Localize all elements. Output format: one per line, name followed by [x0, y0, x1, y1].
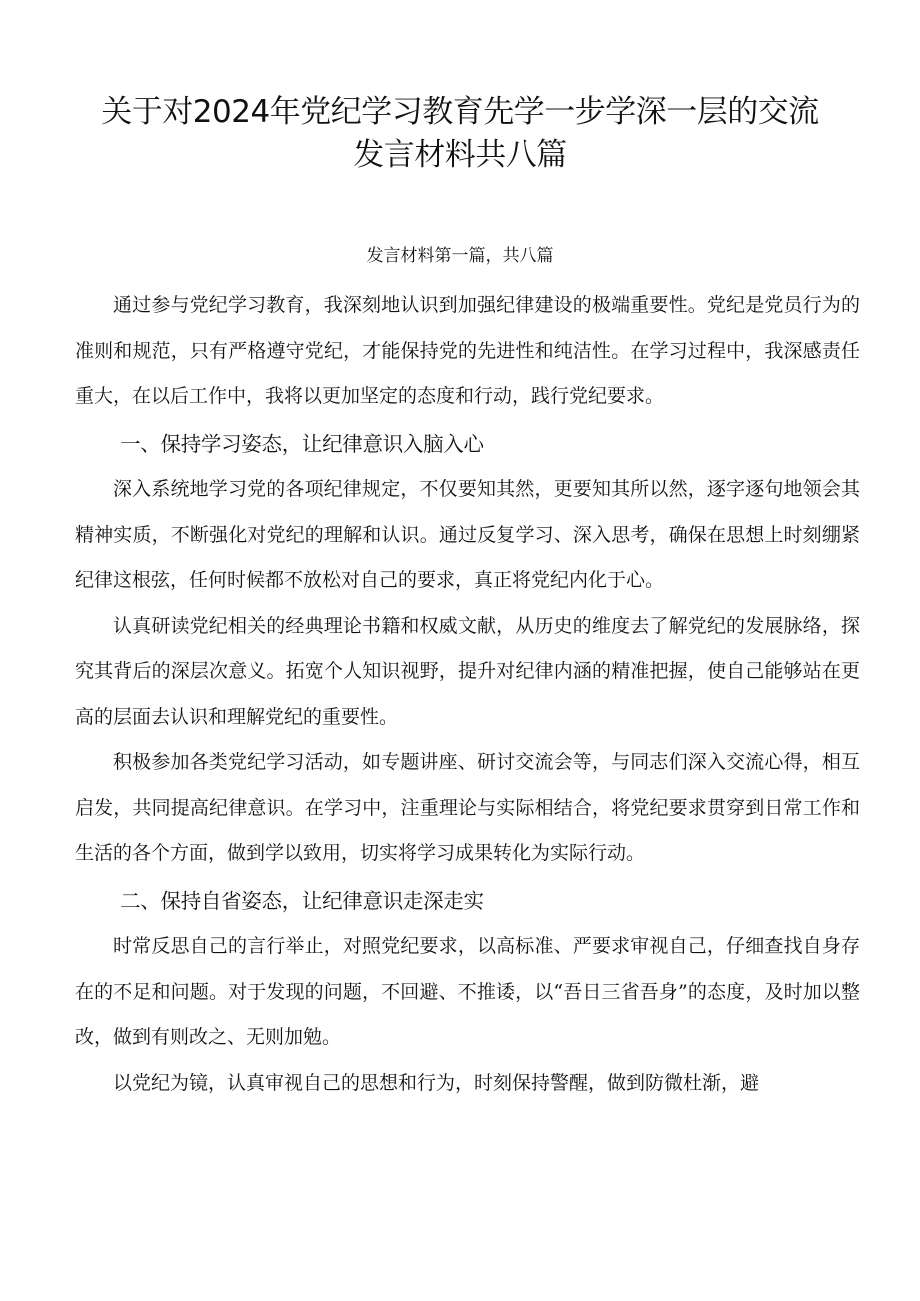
chapter-subheading: 发言材料第一篇，共八篇: [366, 246, 554, 266]
body-paragraph: 时常反思自己的言行举止，对照党纪要求，以高标准、严要求审视自己，仔细查找自身存在的不足和问题。对于发现的问题，不回避、不推诿，以“吾日三省吾身”的态度，及时加以整改，做到有则改之、无则加勉。: [75, 935, 860, 1048]
intro-paragraph: 通过参与党纪学习教育，我深刻地认识到加强纪律建设的极端重要性。党纪是党员行为的准则和规范，只有严格遵守党纪，才能保持党的先进性和纯洁性。在学习过程中，我深感责任重大，在以后工作中，我将以更加坚定的态度和行动，践行党纪要求。: [75, 294, 860, 407]
body-paragraph: 深入系统地学习党的各项纪律规定，不仅要知其然，更要知其所以然，逐字逐句地领会其精神实质，不断强化对党纪的理解和认识。通过反复学习、深入思考，确保在思想上时刻绷紧纪律这根弦，任何时候都不放松对自己的要求，真正将党纪内化于心。: [75, 478, 860, 591]
document-title-line-2: 发言材料共八篇: [353, 137, 567, 173]
document-title-line-1: 关于对2024年党纪学习教育先学一步学深一层的交流: [101, 94, 819, 130]
body-paragraph: 认真研读党纪相关的经典理论书籍和权威文献，从历史的维度去了解党纪的发展脉络，探究其背后的深层次意义。拓宽个人知识视野，提升对纪律内涵的精准把握，使自己能够站在更高的层面去认识和理解党纪的重要性。: [75, 614, 860, 728]
section-heading-1: 一、保持学习姿态，让纪律意识入脑入心: [120, 431, 484, 456]
document-body: [75, 283, 860, 1106]
body-paragraph: 积极参加各类党纪学习活动，如专题讲座、研讨交流会等，与同志们深入交流心得，相互启发，共同提高纪律意识。在学习中，注重理论与实际相结合，将党纪要求贯穿到日常工作和生活的各个方面，做到学以致用，切实将学习成果转化为实际行动。: [75, 751, 860, 864]
section-heading-2: 二、保持自省姿态，让纪律意识走深走实: [120, 888, 484, 913]
body-paragraph: 以党纪为镜，认真审视自己的思想和行为，时刻保持警醒，做到防微杜渐，避: [113, 1071, 760, 1094]
